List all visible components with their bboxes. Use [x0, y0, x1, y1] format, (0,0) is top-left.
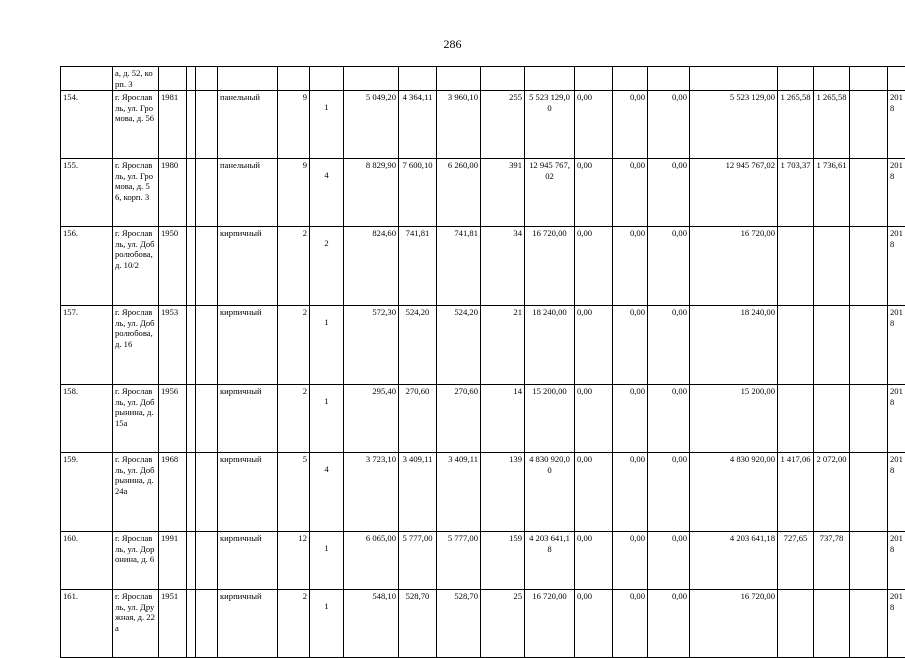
cost-source-cell: 0,00	[575, 532, 613, 590]
cost-total-cell: 16 720,00	[525, 590, 575, 658]
empty-cell	[196, 532, 218, 590]
empty-cell	[850, 159, 888, 227]
address-cell: г. Ярославль, ул. Добролюбова, д. 10/2	[113, 227, 159, 306]
entrances-cell: 1	[310, 532, 344, 590]
cost-source-cell: 0,00	[648, 590, 690, 658]
year-cell: 1950	[159, 227, 187, 306]
address-cell: а, д. 52, корп. 3	[113, 67, 159, 91]
cost-source-cell: 0,00	[575, 227, 613, 306]
table-row	[61, 306, 905, 385]
plan-year-cell: 2018	[888, 453, 905, 532]
empty-cell	[850, 453, 888, 532]
area-living-cell: 270,60	[399, 385, 437, 453]
area-private-cell: 3 960,10	[437, 91, 481, 159]
area-private-cell: 524,20	[437, 306, 481, 385]
row-number-cell: 159.	[61, 453, 113, 532]
floors-cell: 2	[278, 590, 310, 658]
rate-limit-cell: 2 072,00	[814, 453, 850, 532]
cost-owners-cell: 18 240,00	[690, 306, 778, 385]
empty-cell	[850, 91, 888, 159]
area-private-cell: 5 777,00	[437, 532, 481, 590]
rate-cell	[778, 385, 814, 453]
material-cell: кирпичный	[218, 532, 278, 590]
area-total-cell: 548,10	[344, 590, 399, 658]
floors-cell: 2	[278, 306, 310, 385]
cost-total-cell: 5 523 129,00	[525, 91, 575, 159]
residents-cell: 25	[481, 590, 525, 658]
row-number-cell: 160.	[61, 532, 113, 590]
entrances-cell: 1	[310, 385, 344, 453]
housing-table	[60, 66, 905, 658]
year-cell: 1951	[159, 590, 187, 658]
plan-year-cell: 2018	[888, 306, 905, 385]
cost-source-cell: 0,00	[648, 306, 690, 385]
entrances-cell: 2	[310, 227, 344, 306]
empty-cell	[187, 532, 196, 590]
area-private-cell: 270,60	[437, 385, 481, 453]
cost-source-cell: 0,00	[613, 91, 648, 159]
empty-cell	[196, 227, 218, 306]
cost-source-cell: 0,00	[613, 306, 648, 385]
empty-cell	[187, 385, 196, 453]
row-number-cell: 158.	[61, 385, 113, 453]
rate-cell: 1 703,37	[778, 159, 814, 227]
floors-cell: 12	[278, 532, 310, 590]
year-cell: 1968	[159, 453, 187, 532]
material-cell: кирпичный	[218, 590, 278, 658]
rate-cell: 1 265,58	[778, 91, 814, 159]
rate-limit-cell	[814, 306, 850, 385]
material-cell: панельный	[218, 91, 278, 159]
cost-source-cell: 0,00	[648, 91, 690, 159]
cost-source-cell: 0,00	[648, 385, 690, 453]
area-living-cell: 4 364,11	[399, 91, 437, 159]
cost-owners-cell: 16 720,00	[690, 227, 778, 306]
table-row	[61, 159, 905, 227]
rate-cell	[778, 227, 814, 306]
cost-total-cell: 4 830 920,00	[525, 453, 575, 532]
material-cell: кирпичный	[218, 306, 278, 385]
area-total-cell: 6 065,00	[344, 532, 399, 590]
cost-source-cell: 0,00	[648, 159, 690, 227]
area-private-cell: 6 260,00	[437, 159, 481, 227]
table-row	[61, 590, 905, 658]
table-row	[61, 91, 905, 159]
residents-cell: 14	[481, 385, 525, 453]
table-row	[61, 227, 905, 306]
residents-cell: 391	[481, 159, 525, 227]
area-living-cell: 5 777,00	[399, 532, 437, 590]
table-row	[61, 385, 905, 453]
address-cell: г. Ярославль, ул. Добролюбова, д. 16	[113, 306, 159, 385]
plan-year-cell: 2018	[888, 227, 905, 306]
area-total-cell: 3 723,10	[344, 453, 399, 532]
cost-total-cell: 4 203 641,18	[525, 532, 575, 590]
rate-limit-cell: 737,78	[814, 532, 850, 590]
empty-cell	[196, 453, 218, 532]
rate-limit-cell: 1 265,58	[814, 91, 850, 159]
cost-source-cell: 0,00	[613, 453, 648, 532]
area-total-cell: 5 049,20	[344, 91, 399, 159]
address-cell: г. Ярославль, ул. Добрынина, д. 15а	[113, 385, 159, 453]
rate-limit-cell: 1 736,61	[814, 159, 850, 227]
empty-cell	[187, 453, 196, 532]
area-living-cell: 3 409,11	[399, 453, 437, 532]
entrances-cell: 1	[310, 306, 344, 385]
empty-cell	[187, 590, 196, 658]
cost-owners-cell: 5 523 129,00	[690, 91, 778, 159]
material-cell: панельный	[218, 159, 278, 227]
row-number-cell: 155.	[61, 159, 113, 227]
rate-limit-cell	[814, 590, 850, 658]
material-cell: кирпичный	[218, 385, 278, 453]
cost-owners-cell: 16 720,00	[690, 590, 778, 658]
material-cell: кирпичный	[218, 453, 278, 532]
address-cell: г. Ярославль, ул. Добрынина, д. 24а	[113, 453, 159, 532]
empty-cell	[196, 385, 218, 453]
cost-source-cell: 0,00	[575, 453, 613, 532]
cost-total-cell: 16 720,00	[525, 227, 575, 306]
empty-cell	[850, 306, 888, 385]
cost-total-cell: 15 200,00	[525, 385, 575, 453]
page-number: 286	[0, 37, 905, 52]
cost-source-cell: 0,00	[613, 159, 648, 227]
empty-cell	[187, 91, 196, 159]
residents-cell: 34	[481, 227, 525, 306]
address-cell: г. Ярославль, ул. Дружная, д. 22а	[113, 590, 159, 658]
residents-cell: 21	[481, 306, 525, 385]
cost-source-cell: 0,00	[648, 453, 690, 532]
floors-cell: 9	[278, 159, 310, 227]
rate-limit-cell	[814, 227, 850, 306]
rate-limit-cell	[814, 385, 850, 453]
cost-source-cell: 0,00	[575, 590, 613, 658]
year-cell: 1953	[159, 306, 187, 385]
entrances-cell: 4	[310, 453, 344, 532]
year-cell: 1981	[159, 91, 187, 159]
empty-cell	[187, 227, 196, 306]
cost-owners-cell: 12 945 767,02	[690, 159, 778, 227]
year-cell: 1980	[159, 159, 187, 227]
material-cell: кирпичный	[218, 227, 278, 306]
year-cell: 1956	[159, 385, 187, 453]
empty-cell	[196, 306, 218, 385]
cost-owners-cell: 4 830 920,00	[690, 453, 778, 532]
area-private-cell: 528,70	[437, 590, 481, 658]
entrances-cell: 1	[310, 91, 344, 159]
cost-source-cell: 0,00	[575, 159, 613, 227]
table-row	[61, 453, 905, 532]
cost-source-cell: 0,00	[613, 227, 648, 306]
cost-source-cell: 0,00	[648, 227, 690, 306]
row-number-cell: 154.	[61, 91, 113, 159]
address-cell: г. Ярославль, ул. Громова, д. 56, корп. 3	[113, 159, 159, 227]
rate-cell: 727,65	[778, 532, 814, 590]
cost-source-cell: 0,00	[575, 385, 613, 453]
address-cell: г. Ярославль, ул. Громова, д. 56	[113, 91, 159, 159]
table-row	[61, 532, 905, 590]
table-row	[61, 67, 905, 91]
cost-total-cell: 18 240,00	[525, 306, 575, 385]
area-living-cell: 741,81	[399, 227, 437, 306]
cost-owners-cell: 4 203 641,18	[690, 532, 778, 590]
rate-cell	[778, 306, 814, 385]
area-living-cell: 528,70	[399, 590, 437, 658]
empty-cell	[196, 590, 218, 658]
empty-cell	[187, 159, 196, 227]
residents-cell: 139	[481, 453, 525, 532]
plan-year-cell: 2018	[888, 385, 905, 453]
year-cell: 1991	[159, 532, 187, 590]
cost-source-cell: 0,00	[575, 306, 613, 385]
residents-cell: 159	[481, 532, 525, 590]
entrances-cell: 1	[310, 590, 344, 658]
floors-cell: 2	[278, 385, 310, 453]
plan-year-cell: 2018	[888, 532, 905, 590]
rate-cell	[778, 590, 814, 658]
area-living-cell: 524,20	[399, 306, 437, 385]
empty-cell	[196, 159, 218, 227]
residents-cell: 255	[481, 91, 525, 159]
row-number-cell: 156.	[61, 227, 113, 306]
empty-cell	[850, 590, 888, 658]
row-number-cell: 161.	[61, 590, 113, 658]
floors-cell: 5	[278, 453, 310, 532]
empty-cell	[850, 227, 888, 306]
plan-year-cell: 2018	[888, 590, 905, 658]
area-total-cell: 824,60	[344, 227, 399, 306]
cost-source-cell: 0,00	[575, 91, 613, 159]
cost-source-cell: 0,00	[613, 590, 648, 658]
entrances-cell: 4	[310, 159, 344, 227]
rate-cell: 1 417,06	[778, 453, 814, 532]
area-total-cell: 295,40	[344, 385, 399, 453]
empty-cell	[850, 532, 888, 590]
area-total-cell: 572,30	[344, 306, 399, 385]
empty-cell	[196, 91, 218, 159]
cost-source-cell: 0,00	[613, 532, 648, 590]
cost-source-cell: 0,00	[613, 385, 648, 453]
row-number-cell: 157.	[61, 306, 113, 385]
area-private-cell: 741,81	[437, 227, 481, 306]
area-total-cell: 8 829,90	[344, 159, 399, 227]
empty-cell	[850, 385, 888, 453]
floors-cell: 2	[278, 227, 310, 306]
floors-cell: 9	[278, 91, 310, 159]
address-cell: г. Ярославль, ул. Доронина, д. 6	[113, 532, 159, 590]
area-living-cell: 7 600,10	[399, 159, 437, 227]
plan-year-cell: 2018	[888, 159, 905, 227]
empty-cell	[187, 306, 196, 385]
plan-year-cell: 2018	[888, 91, 905, 159]
area-private-cell: 3 409,11	[437, 453, 481, 532]
cost-total-cell: 12 945 767,02	[525, 159, 575, 227]
cost-owners-cell: 15 200,00	[690, 385, 778, 453]
cost-source-cell: 0,00	[648, 532, 690, 590]
